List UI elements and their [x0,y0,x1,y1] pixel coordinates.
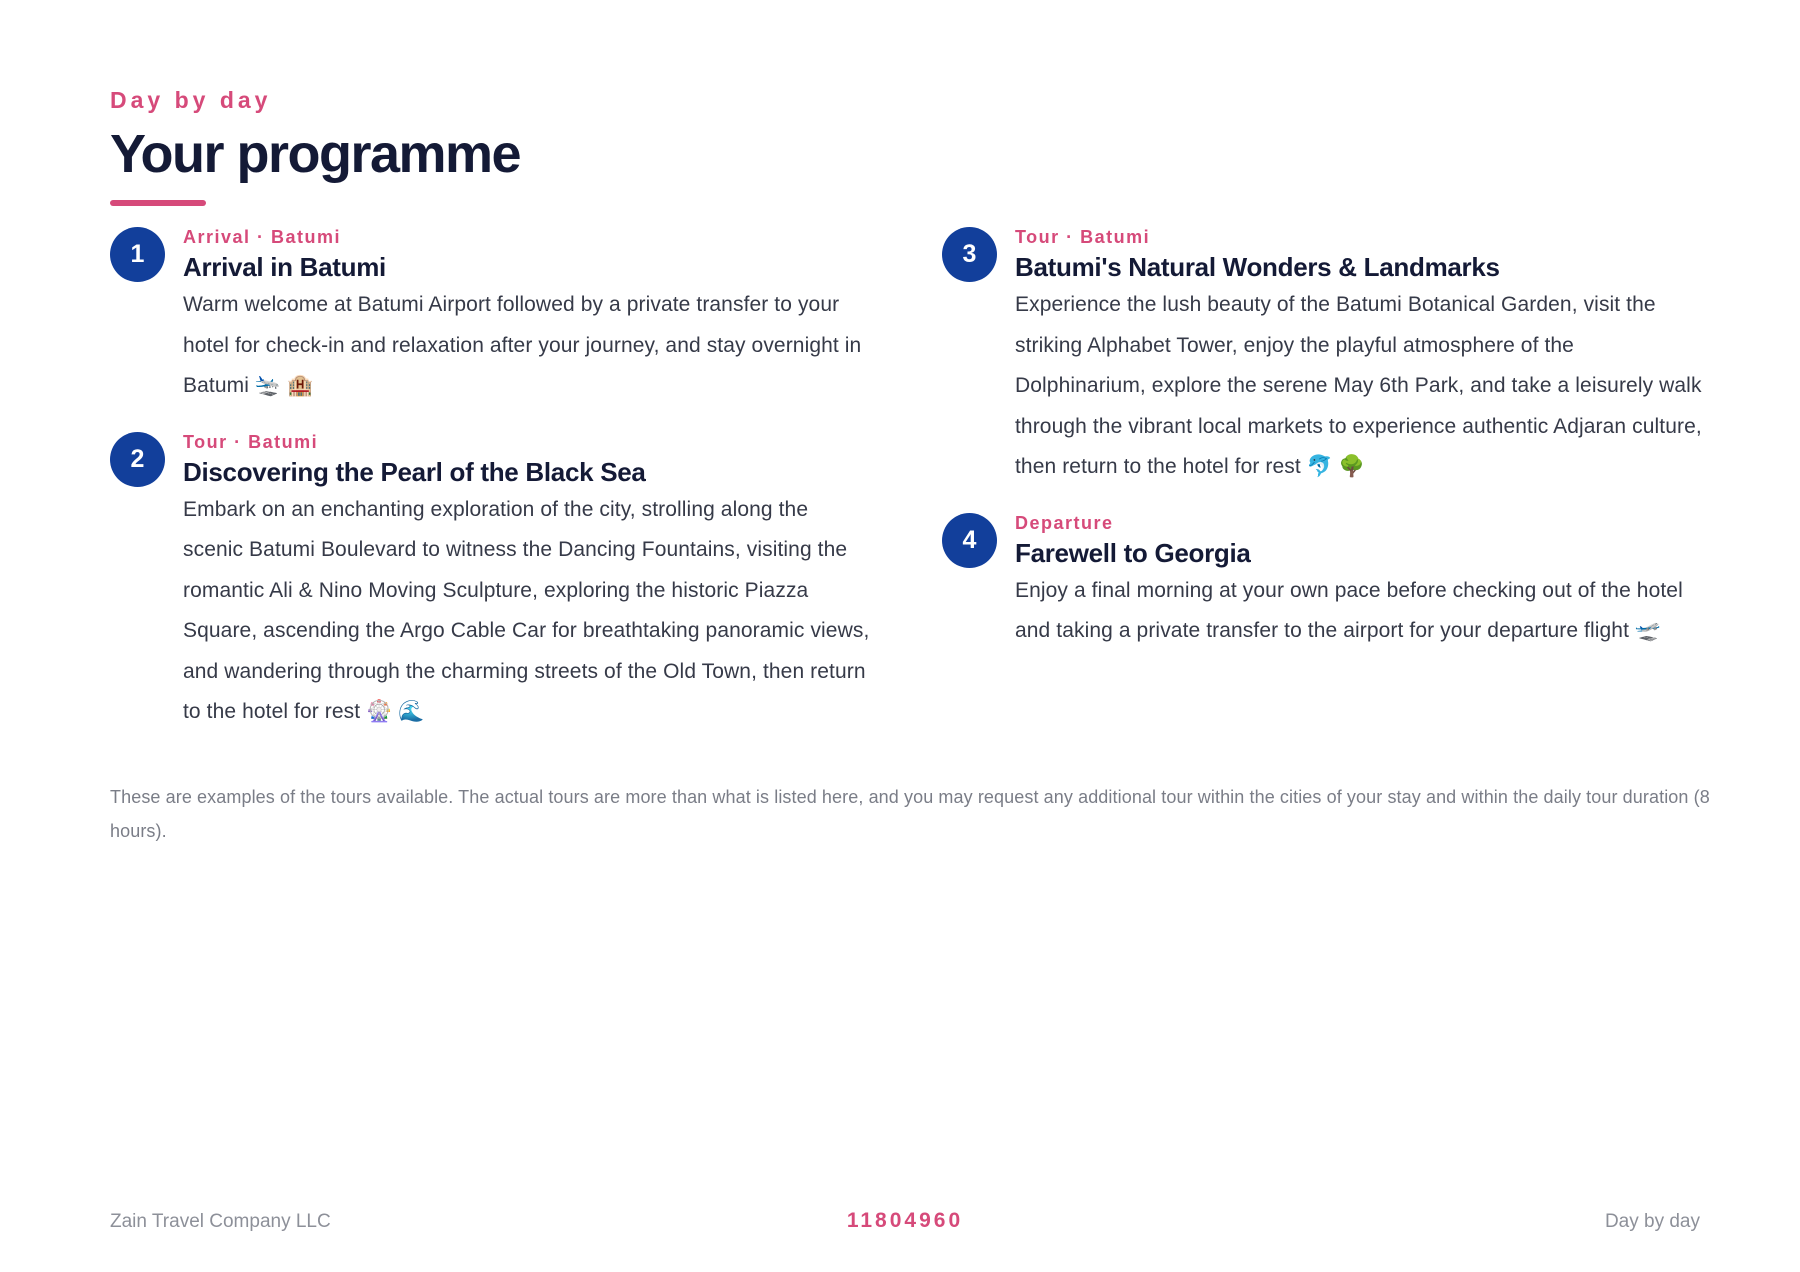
page-eyebrow: Day by day [110,87,272,113]
footer-section-name: Day by day [1604,1211,1700,1232]
day-description: Warm welcome at Batumi Airport followed by a private transfer to your hotel for check-in and relaxation after your journey, and stay overnight in Batumi 🛬 🏨 [183,293,862,397]
programme-column-left [110,226,870,757]
page [110,86,1702,723]
day-title: Arrival in Batumi [183,252,386,282]
footer-company-name: Zain Travel Company LLC [110,1211,331,1232]
day-title: Farewell to Georgia [1015,537,1251,568]
day-item-4 [942,512,1702,652]
day-description: Embark on an enchanting exploration of the city, strolling along the scenic Batumi Boulevard to witness the Dancing Fountains, visiting the romantic Ali & Nino Moving Sculpture, exploring the historic Piazza Square, ascending the Argo Cable Car for breathtaking panoramic views, and wandering through the charming streets of the Old Town, then return to the hotel for rest 🎡 🌊 [183,497,870,723]
day-tag: Tour · Batumi [183,431,319,452]
title-underline [110,200,206,206]
day-item-3 [942,226,1702,488]
page-footer [110,1211,1700,1237]
day-item-1 [110,226,870,407]
day-title: Discovering the Pearl of the Black Sea [183,456,646,487]
page-title: Your programme [110,124,521,184]
tours-disclaimer-note: These are examples of the tours available. The actual tours are more than what is listed here, and you may request any additional tour within the cities of your stay and within the daily tour duration (8 hours). [110,787,1710,841]
day-tag: Departure [1015,512,1114,533]
day-number-badge: 2 [110,432,165,487]
day-tag: Tour · Batumi [1015,227,1151,247]
footer-reference-number: 11804960 [846,1209,964,1232]
day-number-badge: 4 [942,513,997,568]
day-number-badge: 1 [110,227,165,282]
day-title: Batumi's Natural Wonders & Landmarks [1015,252,1500,282]
programme-columns [110,226,1700,766]
day-item-2 [110,431,870,733]
day-description: Experience the lush beauty of the Batumi Botanical Garden, visit the striking Alphabet Tower, enjoy the playful atmosphere of the Dolphinarium, explore the serene May 6th Park, and take a leisurely walk through the vibrant local markets to experience authentic Adjaran culture, then return to the hotel for rest 🐬 🌳 [1015,293,1702,478]
day-number-badge: 3 [942,227,997,282]
programme-column-right [942,226,1702,676]
day-description: Enjoy a final morning at your own pace before checking out of the hotel and taking a private transfer to the airport for your departure flight 🛫 [1015,578,1683,642]
day-tag: Arrival · Batumi [183,227,342,247]
